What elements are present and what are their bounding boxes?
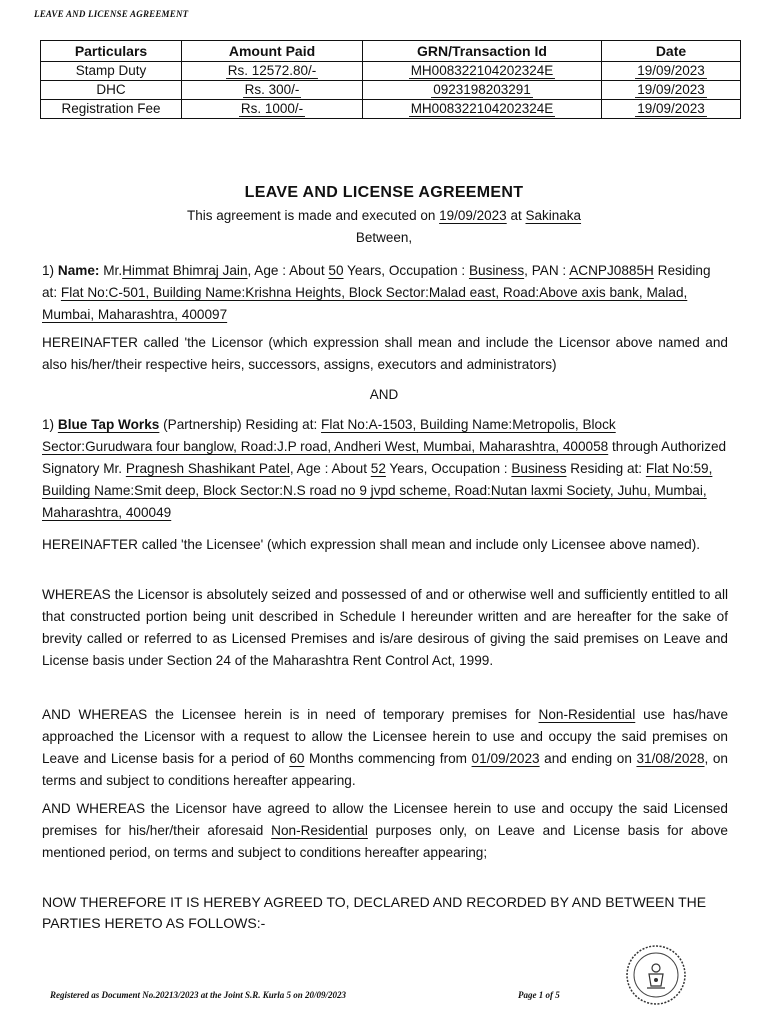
- hereinafter-licensor: HEREINAFTER called 'the Licensor (which expression shall mean and include the Licensor above named and also his/her/their respective heirs, successors, assigns, executors and administrators): [42, 335, 728, 372]
- table-cell: [602, 62, 741, 81]
- signatory-age-prefix: , Age : About: [289, 461, 367, 476]
- column-header: Particulars: [41, 41, 182, 62]
- table-row: [41, 100, 741, 119]
- whereas2-text-3: Months commencing from: [309, 751, 467, 766]
- page-number: Page 1 of 5: [518, 990, 560, 1000]
- licensee-name: Blue Tap Works: [57, 417, 160, 432]
- table-cell: [182, 100, 363, 119]
- whereas2-text-2: use has/have approached the Licensor with a request to allow the Licensee herein to use and occupy the said premises on Leave and License basis for a period of: [42, 707, 729, 766]
- table-cell: Registration Fee: [41, 100, 182, 119]
- table-cell: [363, 81, 602, 100]
- intro-place: Sakinaka: [525, 208, 582, 223]
- column-header: Amount Paid: [182, 41, 363, 62]
- signatory-name: Pragnesh Shashikant Patel: [125, 461, 290, 476]
- licensor-name-prefix: Mr.: [103, 263, 123, 278]
- between-label: Between,: [355, 230, 413, 245]
- table-cell: [182, 62, 363, 81]
- and-separator: AND: [369, 387, 399, 402]
- whereas-paragraph-3: [42, 798, 728, 864]
- intro-date: 19/09/2023: [439, 208, 507, 223]
- table-header-row: [41, 41, 741, 62]
- whereas2-text-1: AND WHEREAS the Licensee herein is in need of temporary premises for: [42, 707, 531, 722]
- whereas-paragraph-1: WHEREAS the Licensor is absolutely seized and possessed of and or otherwise well and sufficiently entitled to all that constructed portion being unit described in Schedule I hereunder written and are hereafter for the sake of brevity called or referred to as Licensed Premises and is/are desirous of giving the said premises on Leave and License basis under Section 24 of the Maharashtra Rent Control Act, 1999.: [42, 587, 728, 668]
- date-value: 19/09/2023: [637, 63, 705, 78]
- registration-footer: Registered as Document No.20213/2023 at the Joint S.R. Kurla 5 on 20/09/2023: [50, 990, 347, 1000]
- table-cell: [602, 81, 741, 100]
- table-cell: [363, 100, 602, 119]
- table-cell: DHC: [41, 81, 182, 100]
- transaction-id: MH008322104202324E: [410, 101, 554, 116]
- agreement-intro: [0, 208, 768, 223]
- fees-table: [40, 40, 741, 119]
- table-cell: Stamp Duty: [41, 62, 182, 81]
- licensor-occupation-prefix: Years, Occupation :: [347, 263, 466, 278]
- date-value: 19/09/2023: [637, 82, 705, 97]
- licensor-number: 1): [42, 263, 55, 278]
- licensor-name-label: Name:: [57, 263, 100, 278]
- licensee-through: through Authorized Signatory Mr.: [42, 439, 727, 476]
- licensor-pan-prefix: , PAN :: [524, 263, 567, 278]
- signatory-residing-prefix: Residing at:: [570, 461, 643, 476]
- licensor-age: 50: [328, 263, 344, 278]
- intro-text: This agreement is made and executed on: [186, 208, 436, 223]
- licensee-number: 1): [42, 417, 55, 432]
- licensor-residing-prefix: Residing at:: [42, 263, 711, 300]
- licensor-name: Himmat Bhimraj Jain: [122, 263, 248, 278]
- amount-value: Rs. 1000/-: [240, 101, 304, 116]
- signatory-occupation: Business: [511, 461, 567, 476]
- agreement-title: LEAVE AND LICENSE AGREEMENT: [244, 184, 524, 201]
- licensee-paragraph: [42, 414, 728, 524]
- transaction-id: 0923198203291: [433, 82, 531, 97]
- amount-value: Rs. 12572.80/-: [227, 63, 317, 78]
- lease-months: 60: [289, 751, 305, 766]
- licensee-type: (Partnership) Residing at:: [163, 417, 318, 432]
- intro-at: at: [510, 208, 522, 223]
- signatory-occupation-prefix: Years, Occupation :: [389, 461, 508, 476]
- date-value: 19/09/2023: [637, 101, 705, 116]
- now-therefore-clause: NOW THEREFORE IT IS HEREBY AGREED TO, DECLARED AND RECORDED BY AND BETWEEN THE PARTIES HERETO AS FOLLOWS:-: [42, 894, 707, 931]
- whereas2-text-4: and ending on: [544, 751, 632, 766]
- whereas3-purpose: Non-Residential: [271, 823, 368, 838]
- licensor-paragraph: [42, 260, 728, 326]
- table-cell: [602, 100, 741, 119]
- licensor-pan: ACNPJ0885H: [569, 263, 654, 278]
- hereinafter-licensee: HEREINAFTER called 'the Licensee' (which expression shall mean and include only Licensee above named).: [42, 537, 701, 552]
- column-header: GRN/Transaction Id: [363, 41, 602, 62]
- licensee-address: Flat No:A-1503, Building Name:Metropolis, Block Sector:Gurudwara four banglow, Road:J.P road, Andheri West, Mumbai, Maharashtra, 400058: [42, 417, 616, 454]
- column-header: Date: [602, 41, 741, 62]
- whereas3-text-1: AND WHEREAS the Licensor have agreed to allow the Licensee herein to use and occupy the said Licensed premises for his/her/their aforesaid: [42, 801, 728, 838]
- table-row: [41, 62, 741, 81]
- signatory-address: Flat No:59, Building Name:Smit deep, Block Sector:N.S road no 9 jvpd scheme, Road:Nutan laxmi Society, Juhu, Mumbai, Maharashtra, 400049: [42, 461, 713, 520]
- table-cell: [182, 81, 363, 100]
- signatory-age: 52: [370, 461, 386, 476]
- whereas2-text-5: , on terms and subject to conditions hereafter appearing.: [42, 751, 728, 788]
- licensor-age-prefix: , Age : About: [247, 263, 325, 278]
- transaction-id: MH008322104202324E: [410, 63, 554, 78]
- licensor-address: Flat No:C-501, Building Name:Krishna Heights, Block Sector:Malad east, Road:Above axis bank, Malad, Mumbai, Maharashtra, 400097: [42, 285, 688, 322]
- table-row: [41, 81, 741, 100]
- document-header: LEAVE AND LICENSE AGREEMENT: [34, 9, 189, 19]
- whereas3-text-2: purposes only, on Leave and License basis for above mentioned period, on terms and subject to conditions hereafter appearing;: [42, 823, 728, 860]
- whereas2-purpose: Non-Residential: [538, 707, 636, 722]
- licensor-occupation: Business: [468, 263, 525, 278]
- lease-end-date: 31/08/2028: [636, 751, 705, 766]
- lease-start-date: 01/09/2023: [471, 751, 540, 766]
- amount-value: Rs. 300/-: [244, 82, 300, 97]
- table-cell: [363, 62, 602, 81]
- registration-seal-icon: [625, 944, 687, 1006]
- whereas-paragraph-2: [42, 704, 728, 792]
